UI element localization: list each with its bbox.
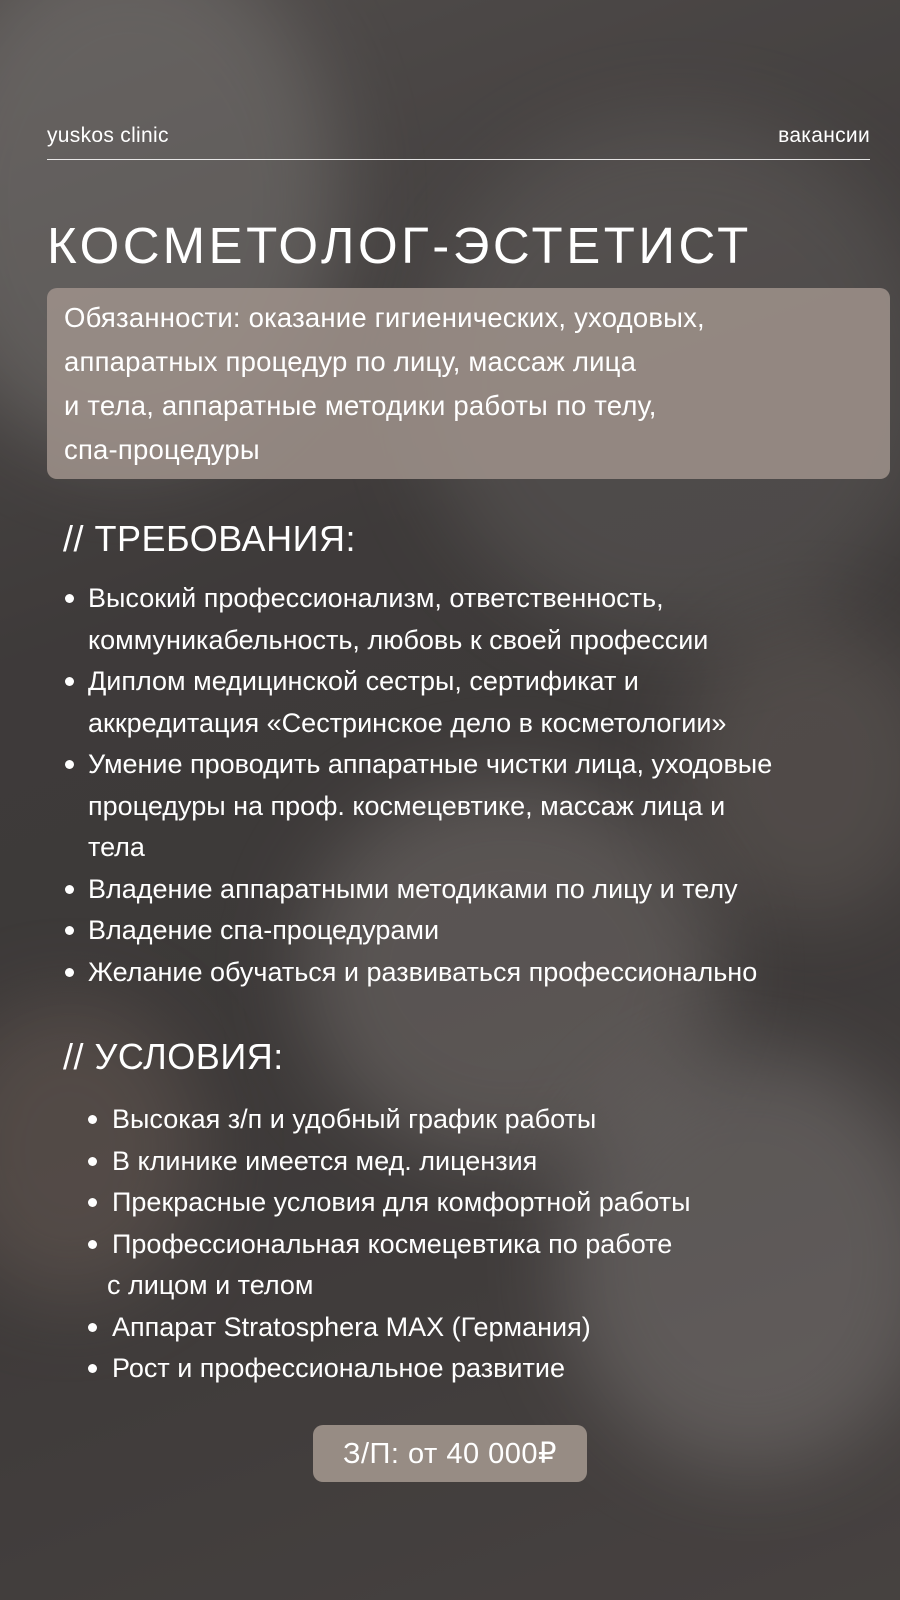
duties-line: спа-процедуры [64, 434, 260, 465]
brand-name[interactable]: yuskos clinic [47, 124, 169, 147]
list-item-text: Аппарат Stratosphera MAX (Германия) [112, 1311, 591, 1342]
list-item-text: Умение проводить аппаратные чистки лица, уходовые [88, 749, 773, 779]
list-item [107, 1224, 690, 1307]
list-item [112, 1307, 690, 1349]
duties-line: аппаратных процедур по лицу, массаж лица [64, 346, 637, 377]
list-item-text: Высокий профессионализм, ответственность, [88, 583, 664, 613]
list-item-text: Владение аппаратными методиками по лицу и телу [88, 873, 738, 904]
list-item [88, 869, 772, 911]
duties-line: и тела, аппаратные методики работы по телу, [64, 390, 657, 421]
nav-vacancies-link[interactable]: вакансии [778, 124, 870, 147]
list-item-text: аккредитация «Сестринское дело в косметологии» [88, 707, 727, 738]
list-item-text: Прекрасные условия для комфортной работы [112, 1187, 691, 1217]
list-item-text: Владение спа-процедурами [88, 915, 440, 945]
duties-line: Обязанности: оказание гигиенических, уходовых, [64, 302, 705, 333]
list-item-text: с лицом и телом [107, 1270, 314, 1300]
list-item [112, 1348, 690, 1390]
conditions-heading: // УСЛОВИЯ: [63, 1036, 284, 1077]
duties-box [47, 288, 890, 479]
conditions-list [107, 1099, 691, 1390]
list-item [112, 1141, 690, 1183]
list-item-text: В клинике имеется мед. лицензия [112, 1145, 538, 1176]
list-item-text: Рост и профессиональное развитие [112, 1353, 565, 1383]
list-item-text: тела [88, 832, 145, 862]
list-item [88, 661, 772, 744]
list-item [88, 744, 772, 869]
list-item [112, 1099, 690, 1141]
list-item-text: коммуникабельность, любовь к своей профессии [88, 624, 709, 655]
requirements-heading: // ТРЕБОВАНИЯ: [63, 518, 356, 559]
list-item-text: процедуры на проф. космецевтике, массаж лица и [88, 790, 726, 821]
list-item-text: Желание обучаться и развиваться профессионально [88, 956, 758, 987]
list-item [88, 910, 772, 952]
list-item-text: Диплом медицинской сестры, сертификат и [88, 666, 639, 696]
list-item [88, 578, 772, 661]
salary-badge: З/П: от 40 000₽ [313, 1425, 587, 1482]
list-item [112, 1182, 690, 1224]
header [47, 124, 870, 160]
requirements-list [88, 578, 772, 993]
list-item [88, 952, 772, 994]
vacancy-title: КОСМЕТОЛОГ-ЭСТЕТИСТ [47, 217, 752, 274]
list-item-text: Высокая з/п и удобный график работы [112, 1104, 597, 1134]
list-item-text: Профессиональная космецевтика по работе [112, 1228, 673, 1259]
